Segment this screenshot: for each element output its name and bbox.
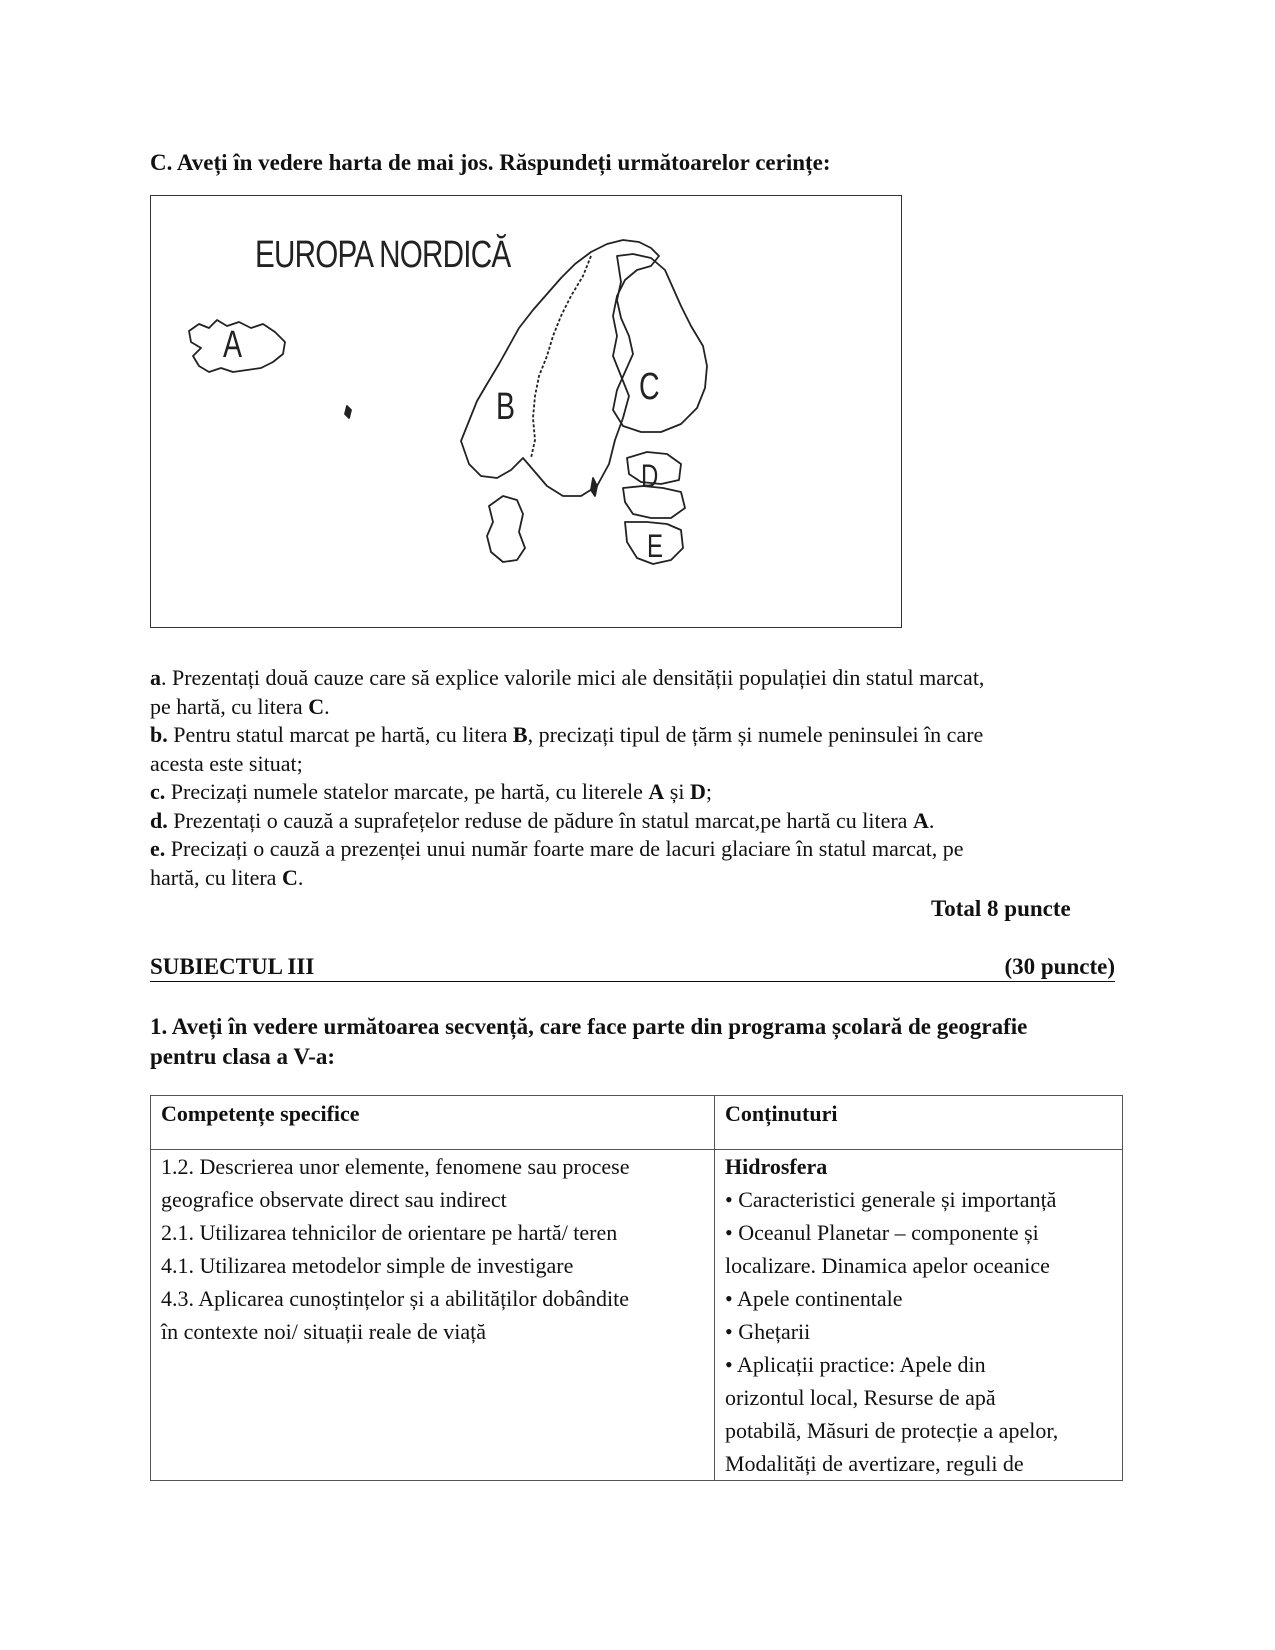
content-line: orizontul local, Resurse de apă bbox=[725, 1385, 996, 1410]
subject-points: (30 puncte) bbox=[1004, 954, 1115, 979]
question-b-letter: B bbox=[512, 722, 528, 747]
map-denmark-outline bbox=[487, 496, 525, 562]
question-a-end: . bbox=[324, 693, 330, 719]
question-a-letter: C bbox=[308, 693, 325, 719]
question-b-text: Pentru statul marcat pe hartă, cu litera bbox=[167, 722, 513, 747]
question-d bbox=[150, 807, 1130, 836]
question-b-cont: acesta este situat; bbox=[150, 750, 303, 776]
subject-header bbox=[150, 950, 1115, 982]
item-1-line-2: pentru clasa a V-a: bbox=[150, 1044, 336, 1069]
competences-cell bbox=[151, 1150, 715, 1481]
question-e-label: e. bbox=[150, 836, 166, 861]
competence-line: geografice observate direct sau indirect bbox=[161, 1187, 507, 1212]
content-line: • Oceanul Planetar – componente și bbox=[725, 1220, 1039, 1245]
content-title: Hidrosfera bbox=[725, 1154, 828, 1179]
question-e-text: Precizați o cauză a prezenței unui număr foarte mare de lacuri glaciare în statul marcat, pe bbox=[165, 836, 964, 861]
total-points: Total 8 puncte bbox=[931, 896, 1071, 921]
map-letter-c: C bbox=[639, 366, 660, 408]
questions-block bbox=[150, 664, 1130, 892]
question-c-letter-2: D bbox=[689, 779, 706, 804]
content-line: • Apele continentale bbox=[725, 1286, 903, 1311]
map-title: EUROPA NORDICĂ bbox=[255, 234, 511, 276]
question-c-letter-1: A bbox=[648, 779, 665, 804]
map-norway-sweden-border bbox=[531, 256, 591, 458]
question-d-label: d. bbox=[150, 807, 168, 833]
question-c-mid: și bbox=[664, 779, 690, 804]
question-c bbox=[150, 778, 1130, 807]
subject-title: SUBIECTUL III bbox=[150, 954, 315, 979]
table-header-row bbox=[151, 1096, 1123, 1150]
question-c-end: ; bbox=[705, 779, 712, 804]
question-b-text-2: , precizați tipul de țărm și numele peninsulei în care bbox=[527, 722, 984, 747]
question-d-text: Prezentați o cauză a suprafețelor reduse de pădure în statul marcat,pe hartă cu litera bbox=[167, 807, 913, 833]
question-b bbox=[150, 721, 1130, 750]
question-a-cont bbox=[150, 693, 1130, 722]
competence-line: în contexte noi/ situații reale de viață bbox=[161, 1319, 486, 1344]
content-line: potabilă, Măsuri de protecție a apelor, bbox=[725, 1418, 1059, 1443]
question-d-end: . bbox=[928, 807, 935, 833]
map-letter-a: A bbox=[223, 324, 243, 366]
section-c-heading: C. Aveți în vedere harta de mai jos. Răspundeți următoarelor cerințe: bbox=[150, 150, 831, 175]
question-a-label: a bbox=[150, 665, 161, 690]
competence-line: 4.3. Aplicarea cunoștințelor și a abilităților dobândite bbox=[161, 1286, 629, 1311]
question-e-text-2: hartă, cu litera bbox=[150, 864, 282, 890]
map-figure bbox=[150, 195, 902, 628]
content-line: • Ghețarii bbox=[725, 1319, 811, 1344]
item-1-line-1: 1. Aveți în vedere următoarea secvență, care face parte din programa școlară de geografie bbox=[150, 1014, 1028, 1039]
competence-line: 1.2. Descrierea unor elemente, fenomene sau procese bbox=[161, 1154, 630, 1179]
map-letter-b: B bbox=[496, 386, 516, 428]
map-faroe-islands bbox=[345, 406, 351, 418]
question-e bbox=[150, 835, 1130, 864]
table-row bbox=[151, 1150, 1123, 1481]
question-a-text-2: pe hartă, cu litera bbox=[150, 693, 309, 719]
map-gotland bbox=[591, 478, 597, 496]
question-d-letter: A bbox=[912, 807, 929, 833]
map-letter-d: D bbox=[641, 458, 659, 494]
curriculum-table bbox=[150, 1095, 1123, 1481]
question-a bbox=[150, 664, 1130, 693]
content-line: localizare. Dinamica apelor oceanice bbox=[725, 1253, 1050, 1278]
map-letter-e: E bbox=[647, 528, 664, 564]
content-line: Modalități de avertizare, reguli de bbox=[725, 1451, 1024, 1476]
content-line: • Caracteristici generale și importanță bbox=[725, 1187, 1057, 1212]
content-line: • Aplicații practice: Apele din bbox=[725, 1352, 986, 1377]
question-c-text: Precizați numele statelor marcate, pe hartă, cu literele bbox=[165, 779, 649, 804]
table-header-contents: Conținuturi bbox=[715, 1096, 1123, 1150]
competence-line: 4.1. Utilizarea metodelor simple de investigare bbox=[161, 1253, 574, 1278]
table-header-competences: Competențe specifice bbox=[151, 1096, 715, 1150]
question-a-text: . Prezentați două cauze care să explice valorile mici ale densității populației din statul marcat, bbox=[161, 665, 985, 690]
question-e-end: . bbox=[297, 864, 304, 890]
competence-line: 2.1. Utilizarea tehnicilor de orientare pe hartă/ teren bbox=[161, 1220, 618, 1245]
question-e-cont bbox=[150, 864, 1130, 893]
question-e-letter: C bbox=[281, 864, 298, 890]
question-c-label: c. bbox=[150, 779, 166, 804]
question-b-label: b. bbox=[150, 722, 168, 747]
contents-cell bbox=[715, 1150, 1123, 1481]
item-1-statement bbox=[150, 1012, 1027, 1072]
